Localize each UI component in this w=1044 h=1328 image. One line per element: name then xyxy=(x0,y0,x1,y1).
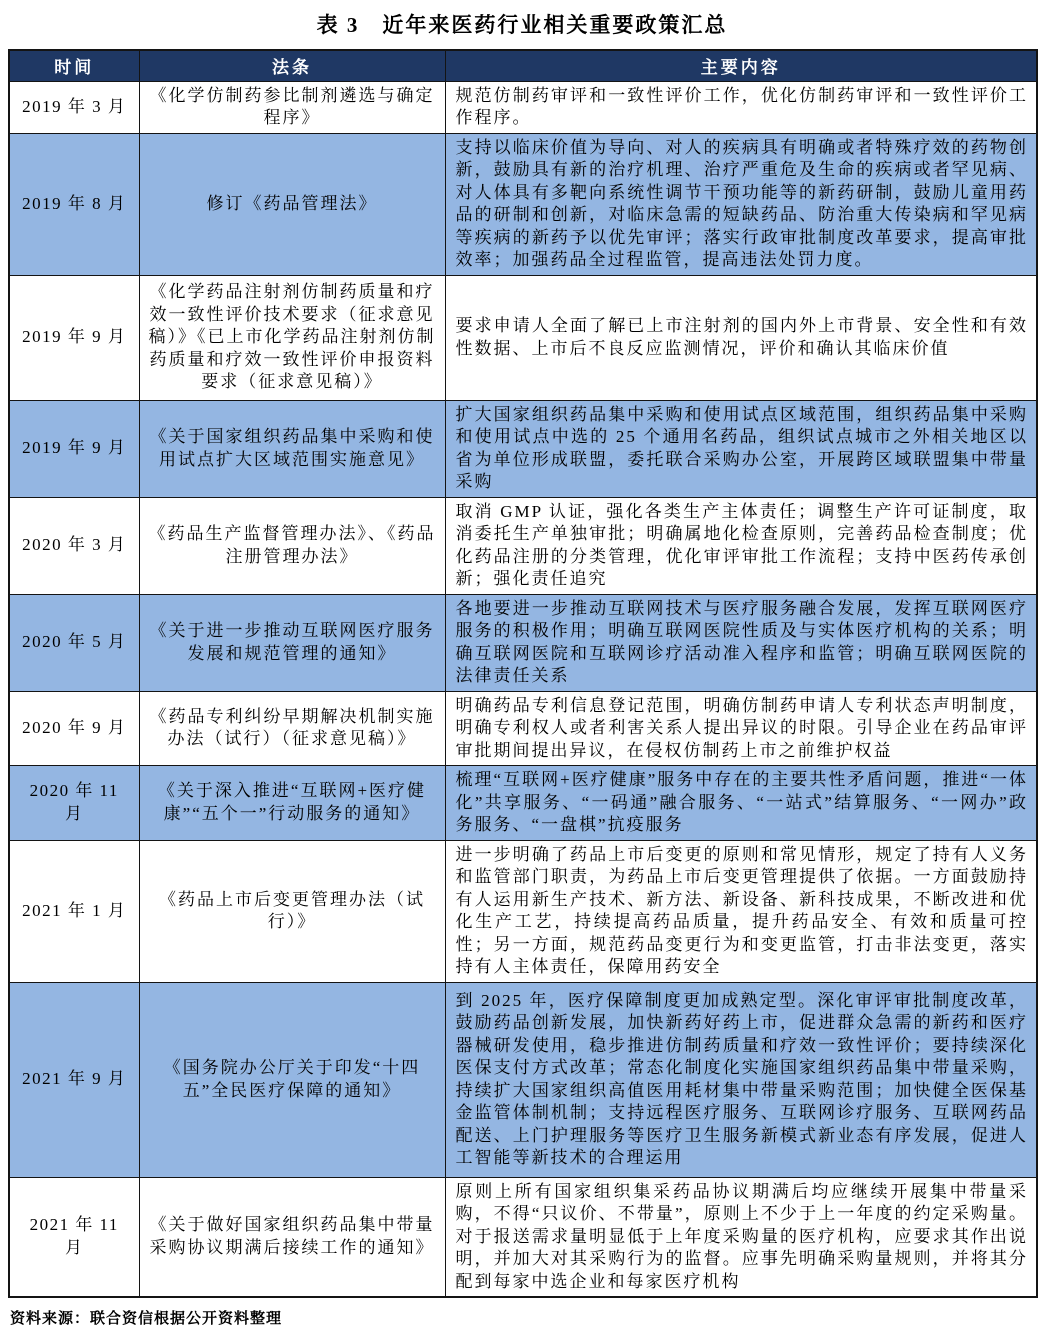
cell-content: 要求申请人全面了解已上市注射剂的国内外上市背景、安全性和有效性数据、上市后不良反应监测情况，评价和确认其临床价值 xyxy=(445,275,1037,400)
cell-content: 取消 GMP 认证，强化各类生产主体责任；调整生产许可证制度，取消委托生产单独审批；明确属地化检查原则，完善药品检查制度；优化药品注册的分类管理，优化审评审批工作流程；支持中医药传承创新；强化责任追究 xyxy=(445,497,1037,594)
cell-law: 《关于做好国家组织药品集中带量采购协议期满后接续工作的通知》 xyxy=(139,1177,445,1297)
cell-time: 2021 年 9 月 xyxy=(9,982,139,1177)
cell-content: 各地要进一步推动互联网技术与医疗服务融合发展，发挥互联网医疗服务的积极作用；明确互联网医院性质及与实体医疗机构的关系；明确互联网医院和互联网诊疗活动准入程序和监管；明确互联网医院的法律责任关系 xyxy=(445,594,1037,691)
cell-time: 2021 年 11 月 xyxy=(9,1177,139,1297)
cell-time: 2019 年 9 月 xyxy=(9,275,139,400)
cell-time: 2020 年 11 月 xyxy=(9,766,139,841)
table-row xyxy=(9,766,1037,841)
table-row xyxy=(9,1177,1037,1297)
cell-law: 《关于进一步推动互联网医疗服务发展和规范管理的通知》 xyxy=(139,594,445,691)
table-body xyxy=(9,81,1037,1297)
cell-content: 原则上所有国家组织集采药品协议期满后均应继续开展集中带量采购，不得“只议价、不带量”，原则上不少于上一年度的约定采购量。对于报送需求量明显低于上年度采购量的医疗机构，应要求其作出说明，并加大对其采购行为的监督。应事先明确采购量规则，并将其分配到每家中选企业和每家医疗机构 xyxy=(445,1177,1037,1297)
table-row xyxy=(9,982,1037,1177)
cell-law: 《化学药品注射剂仿制药质量和疗效一致性评价技术要求（征求意见稿）》《已上市化学药品注射剂仿制药质量和疗效一致性评价申报资料要求（征求意见稿）》 xyxy=(139,275,445,400)
col-header-law: 法条 xyxy=(139,50,445,81)
cell-time: 2020 年 5 月 xyxy=(9,594,139,691)
table-title: 表 3 近年来医药行业相关重要政策汇总 xyxy=(316,13,728,37)
cell-time: 2019 年 3 月 xyxy=(9,81,139,133)
cell-time: 2020 年 3 月 xyxy=(9,497,139,594)
cell-law: 《国务院办公厅关于印发“十四五”全民医疗保障的通知》 xyxy=(139,982,445,1177)
cell-law: 修订《药品管理法》 xyxy=(139,133,445,275)
table-row xyxy=(9,691,1037,766)
cell-law: 《药品专利纠纷早期解决机制实施办法（试行）（征求意见稿）》 xyxy=(139,691,445,766)
table-row xyxy=(9,840,1037,982)
policy-table xyxy=(8,49,1038,1298)
table-row xyxy=(9,497,1037,594)
cell-law: 《药品上市后变更管理办法（试行）》 xyxy=(139,840,445,982)
cell-law: 《关于国家组织药品集中采购和使用试点扩大区域范围实施意见》 xyxy=(139,400,445,497)
table-row xyxy=(9,400,1037,497)
cell-time: 2019 年 8 月 xyxy=(9,133,139,275)
cell-content: 到 2025 年，医疗保障制度更加成熟定型。深化审评审批制度改革，鼓励药品创新发展，加快新药好药上市，促进群众急需的新药和医疗器械研发使用，稳步推进仿制药质量和疗效一致性评价；要持续深化医保支付方式改革；常态化制度化实施国家组织药品集中带量采购，持续扩大国家组织高值医用耗材集中带量采购范围；加快健全医保基金监管体制机制；支持远程医疗服务、互联网诊疗服务、互联网药品配送、上门护理服务等医疗卫生服务新模式新业态有序发展，促进人工智能等新技术的合理运用 xyxy=(445,982,1037,1177)
cell-time: 2021 年 1 月 xyxy=(9,840,139,982)
col-header-content: 主要内容 xyxy=(445,50,1037,81)
cell-content: 支持以临床价值为导向、对人的疾病具有明确或者特殊疗效的药物创新，鼓励具有新的治疗机理、治疗严重危及生命的疾病或者罕见病、对人体具有多靶向系统性调节干预功能等的新药研制，鼓励儿童用药品的研制和创新，对临床急需的短缺药品、防治重大传染病和罕见病等疾病的新药予以优先审评；落实行政审批制度改革要求，提高审批效率；加强药品全过程监管，提高违法处罚力度。 xyxy=(445,133,1037,275)
col-header-time: 时间 xyxy=(9,50,139,81)
cell-law: 《关于深入推进“互联网+医疗健康”“五个一”行动服务的通知》 xyxy=(139,766,445,841)
header-row xyxy=(9,50,1037,81)
table-row xyxy=(9,133,1037,275)
cell-content: 进一步明确了药品上市后变更的原则和常见情形，规定了持有人义务和监管部门职责，为药品上市后变更管理提供了依据。一方面鼓励持有人运用新生产技术、新方法、新设备、新科技成果，不断改进和优化生产工艺，持续提高药品质量，提升药品安全、有效和质量可控性；另一方面，规范药品变更行为和变更监管，打击非法变更，落实持有人主体责任，保障用药安全 xyxy=(445,840,1037,982)
cell-content: 明确药品专利信息登记范围，明确仿制药申请人专利状态声明制度，明确专利权人或者利害关系人提出异议的时限。引导企业在药品审评审批期间提出异议，在侵权仿制药上市之前维护权益 xyxy=(445,691,1037,766)
cell-time: 2020 年 9 月 xyxy=(9,691,139,766)
cell-content: 规范仿制药审评和一致性评价工作，优化仿制药审评和一致性评价工作程序。 xyxy=(445,81,1037,133)
cell-content: 梳理“互联网+医疗健康”服务中存在的主要共性矛盾问题，推进“一体化”共享服务、“一码通”融合服务、“一站式”结算服务、“一网办”政务服务、“一盘棋”抗疫服务 xyxy=(445,766,1037,841)
cell-time: 2019 年 9 月 xyxy=(9,400,139,497)
cell-content: 扩大国家组织药品集中采购和使用试点区域范围，组织药品集中采购和使用试点中选的 25 个通用名药品，组织试点城市之外相关地区以省为单位形成联盟，委托联合采购办公室，开展跨区域联盟集中带量采购 xyxy=(445,400,1037,497)
table-row xyxy=(9,594,1037,691)
cell-law: 《药品生产监督管理办法》、《药品注册管理办法》 xyxy=(139,497,445,594)
table-row xyxy=(9,81,1037,133)
table-row xyxy=(9,275,1037,400)
source-note: 资料来源：联合资信根据公开资料整理 xyxy=(10,1311,283,1327)
cell-law: 《化学仿制药参比制剂遴选与确定程序》 xyxy=(139,81,445,133)
